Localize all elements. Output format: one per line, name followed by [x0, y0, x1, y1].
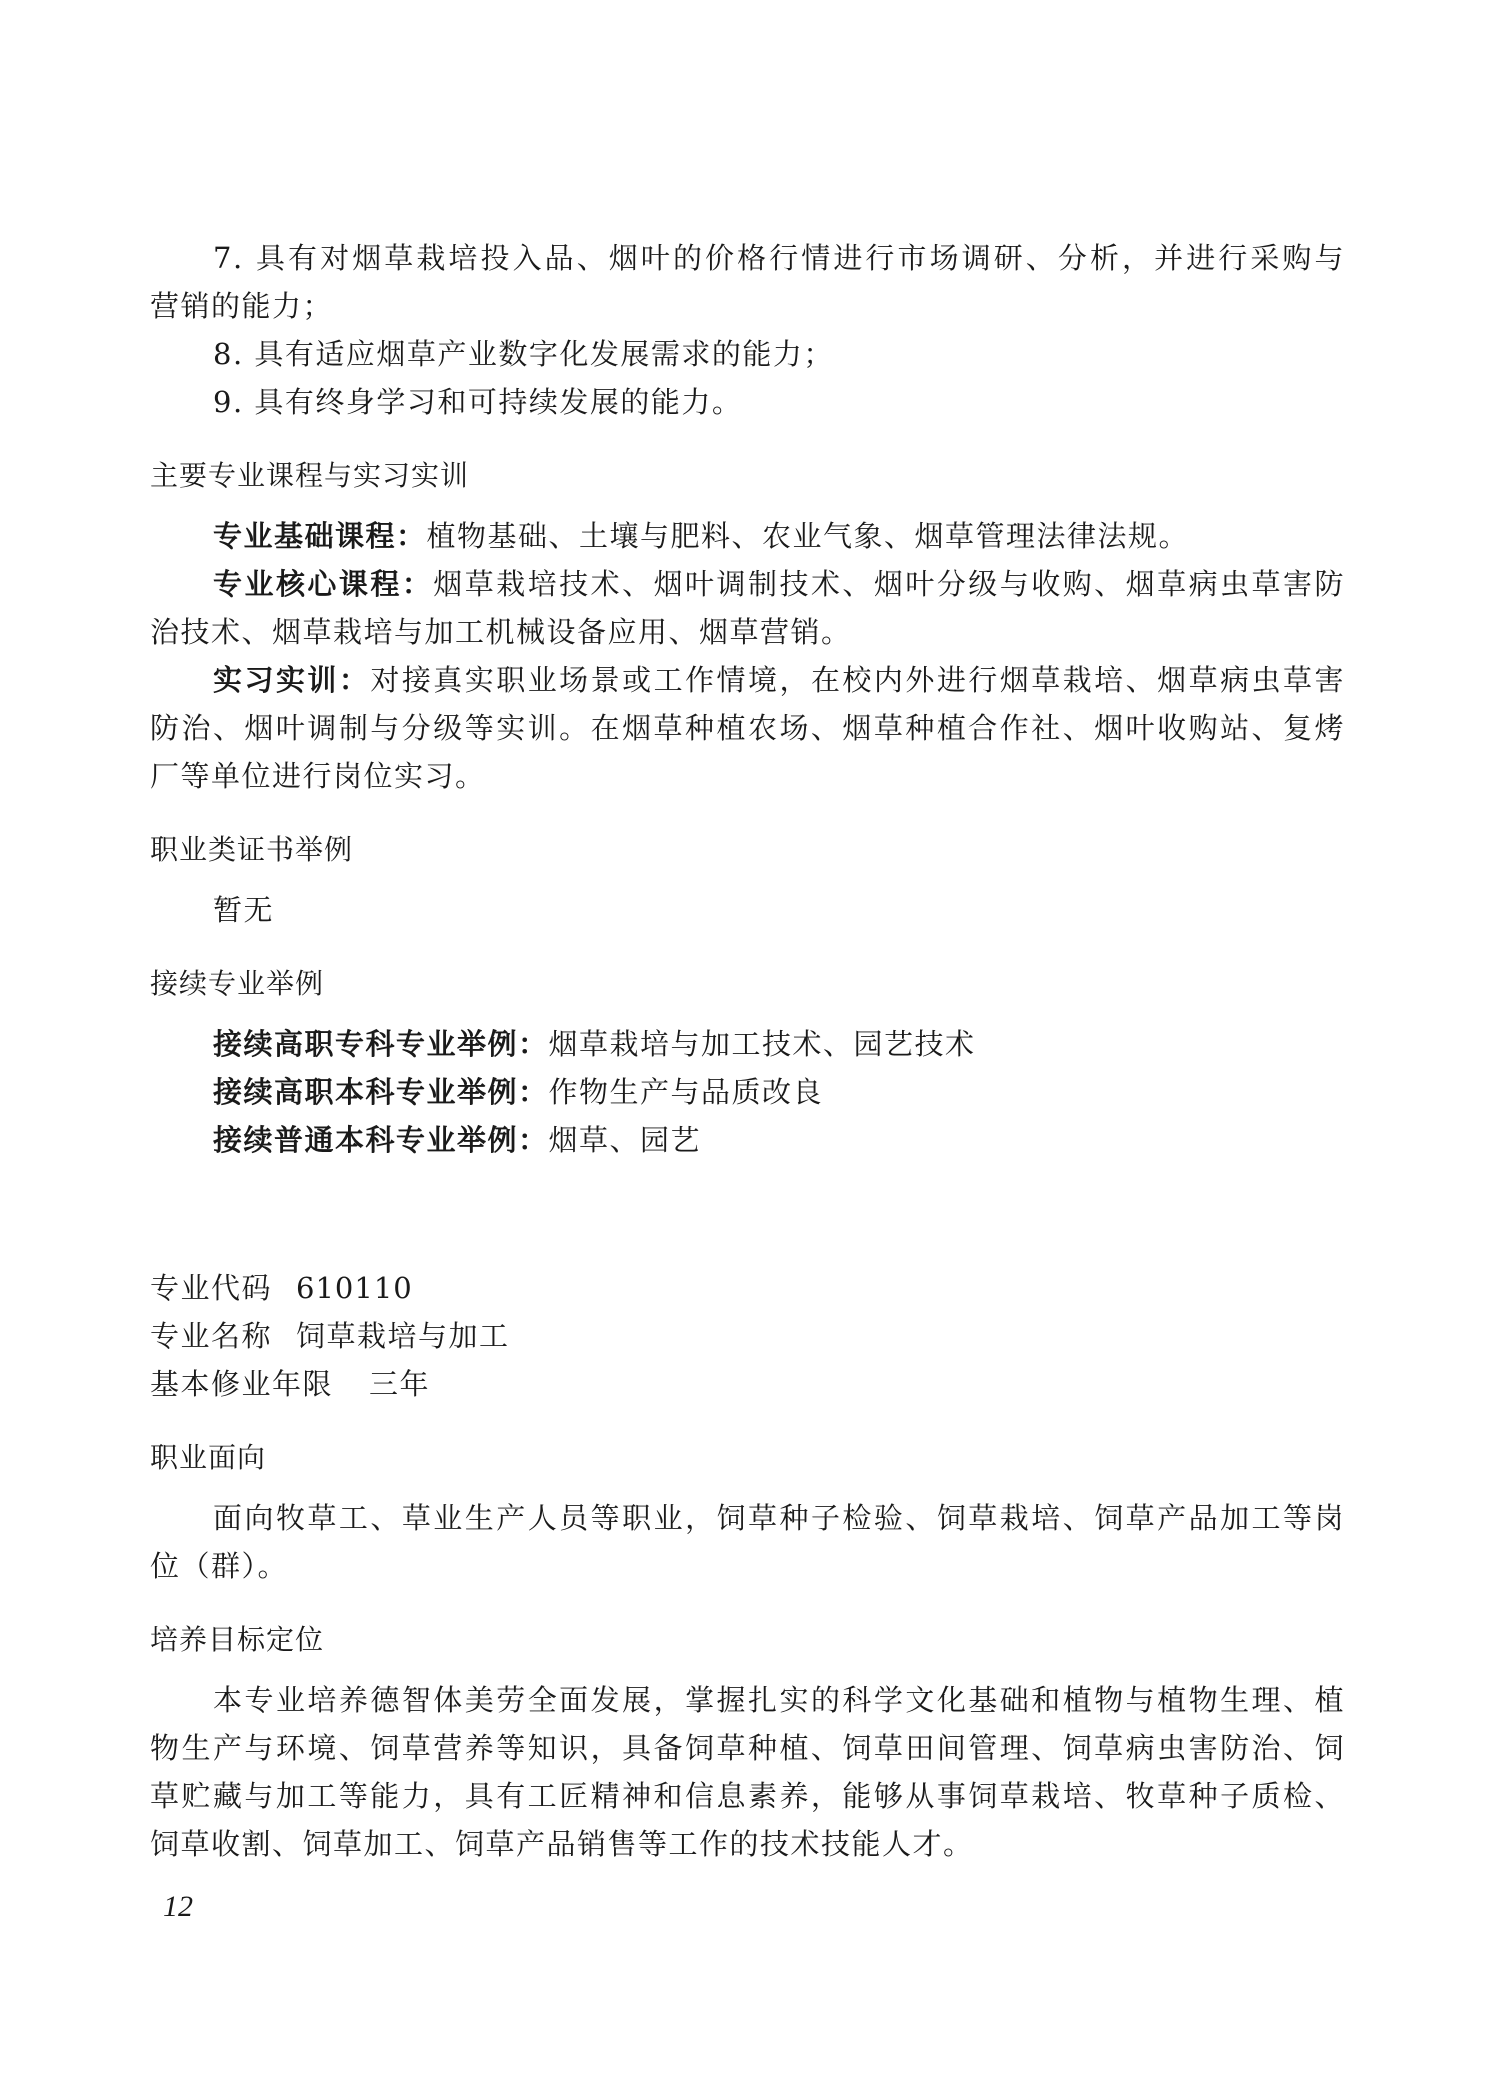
core-courses-label: 专业核心课程：: [213, 567, 434, 601]
major-duration-label: 基本修业年限: [150, 1367, 334, 1401]
basic-courses: [213, 512, 1408, 560]
major-code: [150, 1264, 1345, 1312]
practice-line-3: 厂等单位进行岗位实习。: [150, 759, 486, 793]
general-bachelor-label: 接续普通本科专业举例：: [213, 1123, 549, 1157]
major-name-value: 饲草栽培与加工: [296, 1319, 510, 1353]
goal-line-2: 物生产与环境、饲草营养等知识，具备饲草种植、饲草田间管理、饲草病虫害防治、饲: [150, 1731, 1345, 1765]
major-code-value: 610110: [296, 1271, 413, 1305]
major-duration: [150, 1360, 1345, 1408]
higher-vocational-text: 烟草栽培与加工技术、园艺技术: [548, 1027, 976, 1061]
ability-item-7-line-1: 7. 具有对烟草栽培投入品、烟叶的价格行情进行市场调研、分析，并进行采购与: [213, 241, 1345, 275]
practice-line-1: [213, 656, 1345, 704]
goal-line-3: 草贮藏与加工等能力，具有工匠精神和信息素养，能够从事饲草栽培、牧草种子质检、: [150, 1779, 1345, 1813]
ability-item-9: 9. 具有终身学习和可持续发展的能力。: [213, 385, 743, 419]
major-name-label: 专业名称: [150, 1319, 273, 1353]
ability-item-8: 8. 具有适应烟草产业数字化发展需求的能力；: [213, 337, 834, 371]
continuation-higher-vocational: [213, 1020, 1408, 1068]
goal-line-4: 饲草收割、饲草加工、饲草产品销售等工作的技术技能人才。: [150, 1827, 974, 1861]
major-name: [150, 1312, 1345, 1360]
basic-courses-text: 植物基础、土壤与肥料、农业气象、烟草管理法律法规。: [426, 519, 1190, 553]
goal-line-1: 本专业培养德智体美劳全面发展，掌握扎实的科学文化基础和植物与植物生理、植: [213, 1683, 1345, 1717]
major-code-label: 专业代码: [150, 1271, 273, 1305]
major-duration-value: 三年: [369, 1367, 431, 1401]
vocational-bachelor-label: 接续高职本科专业举例：: [213, 1075, 549, 1109]
practice-label: 实习实训：: [213, 663, 371, 697]
courses-heading: 主要专业课程与实习实训: [150, 459, 470, 492]
core-courses-line-1: [213, 560, 1345, 608]
continuation-vocational-bachelor: [213, 1068, 1408, 1116]
orientation-heading: 职业面向: [150, 1441, 267, 1474]
basic-courses-label: 专业基础课程：: [213, 519, 427, 553]
core-courses-line-2: 治技术、烟草栽培与加工机械设备应用、烟草营销。: [150, 615, 852, 649]
core-courses-text-1: 烟草栽培技术、烟叶调制技术、烟叶分级与收购、烟草病虫草害防: [433, 567, 1345, 601]
orientation-line-2: 位（群）。: [150, 1549, 289, 1583]
vocational-bachelor-text: 作物生产与品质改良: [548, 1075, 824, 1109]
practice-line-2: 防治、烟叶调制与分级等实训。在烟草种植农场、烟草种植合作社、烟叶收购站、复烤: [150, 711, 1345, 745]
general-bachelor-text: 烟草、园艺: [548, 1123, 702, 1157]
certificates-text: 暂无: [213, 893, 275, 927]
higher-vocational-label: 接续高职专科专业举例：: [213, 1027, 549, 1061]
orientation-line-1: 面向牧草工、草业生产人员等职业，饲草种子检验、饲草栽培、饲草产品加工等岗: [213, 1501, 1345, 1535]
continuation-general-bachelor: [213, 1116, 1408, 1164]
page-number: 12: [163, 1890, 193, 1923]
practice-text-1: 对接真实职业场景或工作情境，在校内外进行烟草栽培、烟草病虫草害: [370, 663, 1345, 697]
ability-item-7-line-2: 营销的能力；: [150, 289, 334, 323]
continuation-heading: 接续专业举例: [150, 967, 325, 1000]
goal-heading: 培养目标定位: [150, 1623, 325, 1656]
certificates-heading: 职业类证书举例: [150, 833, 354, 866]
